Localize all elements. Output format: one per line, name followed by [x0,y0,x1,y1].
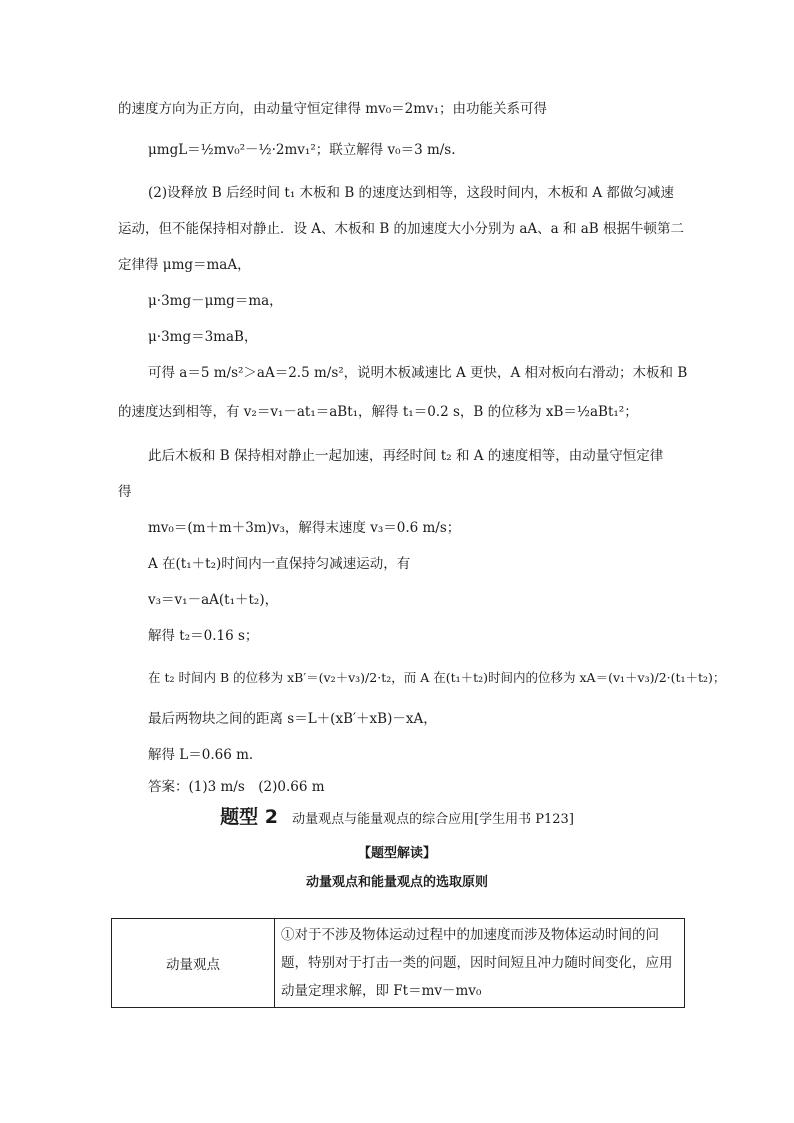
solution-line: A 在(t₁＋t₂)时间内一直保持匀减速运动，有 [148,556,411,572]
solution-line: 的速度达到相等，有 v₂＝v₁－at₁＝aBt₁，解得 t₁＝0.2 s，B 的位移为 xB＝½aBt₁²； [118,404,638,420]
principles-table [111,918,685,1008]
section-title: 动量观点与能量观点的综合应用[学生用书 P123] [292,812,574,827]
solution-line: 最后两物块之间的距离 s＝L＋(xB′＋xB)－xA， [148,711,437,727]
table-row-content: ①对于不涉及物体运动过程中的加速度而涉及物体运动时间的问题，特别对于打击一类的问题，因时间短且冲力随时间变化，应用动量定理求解，即 Ft＝mv－mv₀ [275,919,685,1008]
solution-line: 的速度方向为正方向，由动量守恒定律得 mv₀＝2mv₁；由功能关系可得 [118,101,548,117]
table-title: 动量观点和能量观点的选取原则 [305,875,488,890]
solution-line: 定律得 μmg＝maA， [118,257,251,273]
solution-line: 此后木板和 B 保持相对静止一起加速，再经时间 t₂ 和 A 的速度相等，由动量守恒定律 [148,448,664,464]
solution-line: 解得 L＝0.66 m. [148,747,254,763]
solution-line: μ·3mg＝3maB， [148,329,258,345]
solution-line: 得 [118,484,132,500]
solution-line: 可得 a＝5 m/s²＞aA＝2.5 m/s²，说明木板减速比 A 更快，A 相对板向右滑动；木板和 B [148,365,688,381]
solution-line: 运动，但不能保持相对静止．设 A、木板和 B 的加速度大小分别为 aA、a 和 aB 根据牛顿第二 [118,221,685,237]
section-badge: 题型 2 [220,806,278,828]
table-row-label: 动量观点 [112,919,275,1008]
answer-line: 答案：(1)3 m/s (2)0.66 m [148,779,325,795]
solution-line: 在 t₂ 时间内 B 的位移为 xB′＝(v₂＋v₃)/2·t₂，而 A 在(t₁＋t₂)时间内的位移为 xA＝(v₁＋v₃)/2·(t₁＋t₂)； [148,670,726,685]
section-heading [0,802,794,829]
solution-line: mv₀＝(m＋m＋3m)v₃，解得末速度 v₃＝0.6 m/s； [148,520,461,536]
solution-line: μmgL＝½mv₀²－½·2mv₁²；联立解得 v₀＝3 m/s. [148,142,456,158]
solution-line: 解得 t₂＝0.16 s； [148,628,259,644]
table-row [112,919,685,1008]
solution-line: μ·3mg－μmg＝ma， [148,293,283,309]
solution-line: (2)设释放 B 后经时间 t₁ 木板和 B 的速度达到相等，这段时间内，木板和 A 都做匀减速 [148,185,674,201]
solution-line: v₃＝v₁－aA(t₁＋t₂)， [148,592,279,608]
section-subheading: 【题型解读】 [357,846,436,861]
